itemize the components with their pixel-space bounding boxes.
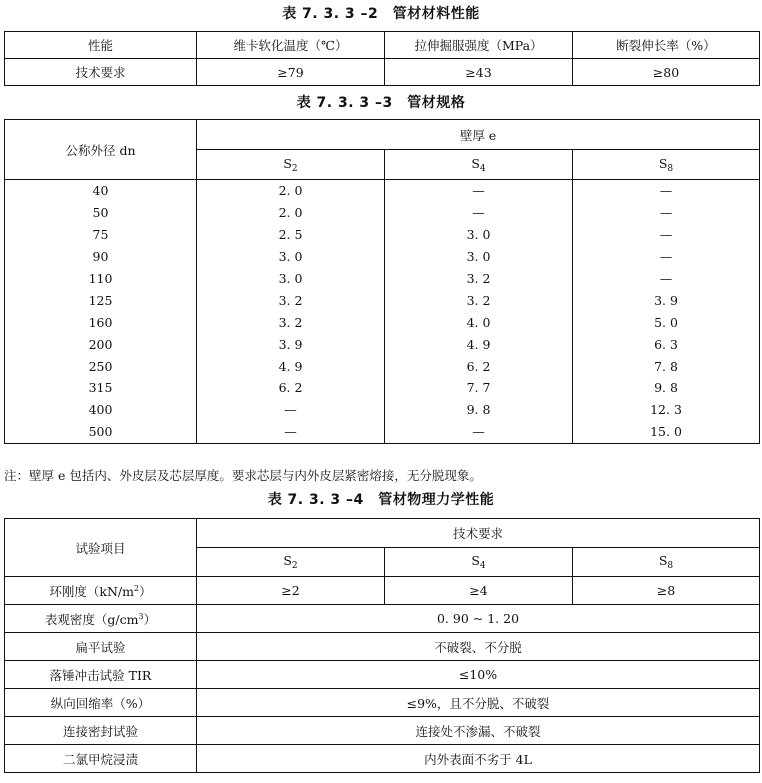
pipe-spec-table <box>4 119 760 444</box>
table2-note: 注：壁厚 e 包括内、外皮层及芯层厚度。要求芯层与内外皮层紧密熔接，无分脱现象。 <box>4 468 482 483</box>
table-cell: 6. 3 <box>573 333 760 355</box>
text-fragment: S <box>283 553 292 568</box>
table-cell: 不破裂、不分脱 <box>197 633 760 661</box>
table2-title: 表 7. 3. 3 –3 管材规格 <box>296 95 466 111</box>
table-row <box>5 745 760 773</box>
table-cell: 5. 0 <box>573 311 760 333</box>
table-cell: 315 <box>5 377 197 399</box>
header-cell-s4 <box>385 150 573 180</box>
table-row <box>5 180 760 202</box>
material-properties-table <box>4 31 760 86</box>
table-cell: — <box>385 202 573 224</box>
table-cell: ≥8 <box>573 577 760 605</box>
table-cell: 9. 8 <box>573 377 760 399</box>
table-cell: — <box>197 399 385 421</box>
text-fragment: ） <box>139 583 152 599</box>
row-label: 纵向回缩率（%） <box>5 689 197 717</box>
table-row <box>5 377 760 399</box>
table-cell: — <box>573 246 760 268</box>
table-cell: 6. 2 <box>197 377 385 399</box>
script-text: 8 <box>667 561 674 571</box>
script-text: 2 <box>133 583 140 593</box>
text-fragment: S <box>658 553 668 568</box>
table-cell: 3. 2 <box>385 289 573 311</box>
row-label: 落锤冲击试验 TIR <box>5 661 197 689</box>
table-cell: 7. 7 <box>385 377 573 399</box>
table-row <box>5 355 760 377</box>
row-label <box>5 577 197 605</box>
table-cell: — <box>573 202 760 224</box>
header-cell: 拉伸掘服强度（MPa） <box>385 32 573 59</box>
header-cell: 维卡软化温度（℃） <box>197 32 385 59</box>
script-text: 2 <box>291 163 298 174</box>
table-cell: 125 <box>5 289 197 311</box>
table-cell: 3. 9 <box>573 289 760 311</box>
table-cell: ≥43 <box>385 59 573 86</box>
text-fragment: S <box>658 155 668 171</box>
header-cell-s4 <box>385 548 573 577</box>
table3-title: 表 7. 3. 3 –4 管材物理力学性能 <box>267 492 495 508</box>
script-text: 8 <box>667 163 674 174</box>
table-row <box>5 246 760 268</box>
table-cell: 2. 0 <box>197 180 385 202</box>
table-cell: 6. 2 <box>385 355 573 377</box>
table-row <box>5 202 760 224</box>
table-cell: 3. 2 <box>197 289 385 311</box>
script-text: 4 <box>479 163 486 174</box>
header-cell-s2 <box>197 150 385 180</box>
table-cell: 连接处不渗漏、不破裂 <box>197 717 760 745</box>
table-cell: 500 <box>5 421 197 443</box>
table-cell: 2. 5 <box>197 224 385 246</box>
table1-title: 表 7. 3. 3 –2 管材材料性能 <box>282 6 480 22</box>
table-cell: — <box>197 421 385 443</box>
table-cell: 200 <box>5 333 197 355</box>
table-cell: 400 <box>5 399 197 421</box>
table-cell: 75 <box>5 224 197 246</box>
table-cell: — <box>573 268 760 290</box>
table-header-row <box>5 519 760 548</box>
table-row <box>5 311 760 333</box>
table-cell: ≤9%，且不分脱、不破裂 <box>197 689 760 717</box>
table-row <box>5 59 760 86</box>
table-row <box>5 421 760 443</box>
table-cell: 3. 2 <box>197 311 385 333</box>
table-cell: ≥2 <box>197 577 385 605</box>
script-text: 2 <box>291 561 298 571</box>
table-header-row <box>5 120 760 150</box>
table-cell: ≥79 <box>197 59 385 86</box>
header-cell: 性能 <box>5 32 197 59</box>
header-cell: 断裂伸长率（%） <box>573 32 760 59</box>
table-row <box>5 633 760 661</box>
table-cell: 3. 9 <box>197 333 385 355</box>
table-row-ring-stiffness <box>5 577 760 605</box>
header-cell-wall-thickness: 壁厚 e <box>197 120 760 150</box>
text-fragment: S <box>471 155 480 171</box>
table-row <box>5 399 760 421</box>
table-row <box>5 268 760 290</box>
text-fragment: S <box>471 553 480 568</box>
table-cell: 3. 0 <box>197 246 385 268</box>
script-text: 3 <box>138 611 144 621</box>
table-cell: — <box>573 224 760 246</box>
table-cell: ≤10% <box>197 661 760 689</box>
table-cell: 0. 90 ~ 1. 20 <box>197 605 760 633</box>
table-cell: 40 <box>5 180 197 202</box>
row-label: 技术要求 <box>5 59 197 86</box>
physical-mechanical-table <box>4 518 760 773</box>
table-cell: 3. 2 <box>385 268 573 290</box>
row-label: 二氯甲烷浸渍 <box>5 745 197 773</box>
text-fragment: ） <box>143 611 157 627</box>
row-label: 扁平试验 <box>5 633 197 661</box>
header-cell-nominal-diameter <box>5 120 197 180</box>
table-cell: — <box>385 421 573 443</box>
header-cell-s8 <box>573 150 760 180</box>
table-cell: ≥80 <box>573 59 760 86</box>
table-row <box>5 717 760 745</box>
table-row <box>5 333 760 355</box>
text-fragment: 环刚度（kN/m <box>49 583 134 599</box>
table-cell: — <box>385 180 573 202</box>
text-fragment: S <box>283 155 292 171</box>
table-cell: ≥4 <box>385 577 573 605</box>
table-cell: 内外表面不劣于 4L <box>197 745 760 773</box>
header-cell-test-item: 试验项目 <box>5 519 197 577</box>
table-row <box>5 224 760 246</box>
script-text: 4 <box>479 561 486 571</box>
table-row <box>5 689 760 717</box>
table-header-row <box>5 32 760 59</box>
row-label: 连接密封试验 <box>5 717 197 745</box>
table-cell: 3. 0 <box>197 268 385 290</box>
table-cell: 90 <box>5 246 197 268</box>
table-cell: 50 <box>5 202 197 224</box>
table-cell: 4. 9 <box>197 355 385 377</box>
table-cell: 3. 0 <box>385 246 573 268</box>
header-cell-s2 <box>197 548 385 577</box>
table-cell: 4. 0 <box>385 311 573 333</box>
table-cell: 15. 0 <box>573 421 760 443</box>
table-cell: — <box>573 180 760 202</box>
table-cell: 12. 3 <box>573 399 760 421</box>
table-row-density <box>5 605 760 633</box>
table-row <box>5 289 760 311</box>
header-cell-tech-requirements: 技术要求 <box>197 519 760 548</box>
table-cell: 160 <box>5 311 197 333</box>
header-cell-s8 <box>573 548 760 577</box>
table-cell: 110 <box>5 268 197 290</box>
table-cell: 2. 0 <box>197 202 385 224</box>
table-cell: 3. 0 <box>385 224 573 246</box>
text-fragment: 公称外径 dn <box>65 142 136 158</box>
table-cell: 4. 9 <box>385 333 573 355</box>
table-cell: 250 <box>5 355 197 377</box>
table-row <box>5 661 760 689</box>
table-cell: 7. 8 <box>573 355 760 377</box>
table-cell: 9. 8 <box>385 399 573 421</box>
row-label <box>5 605 197 633</box>
text-fragment: 表观密度（g/cm <box>44 611 139 627</box>
